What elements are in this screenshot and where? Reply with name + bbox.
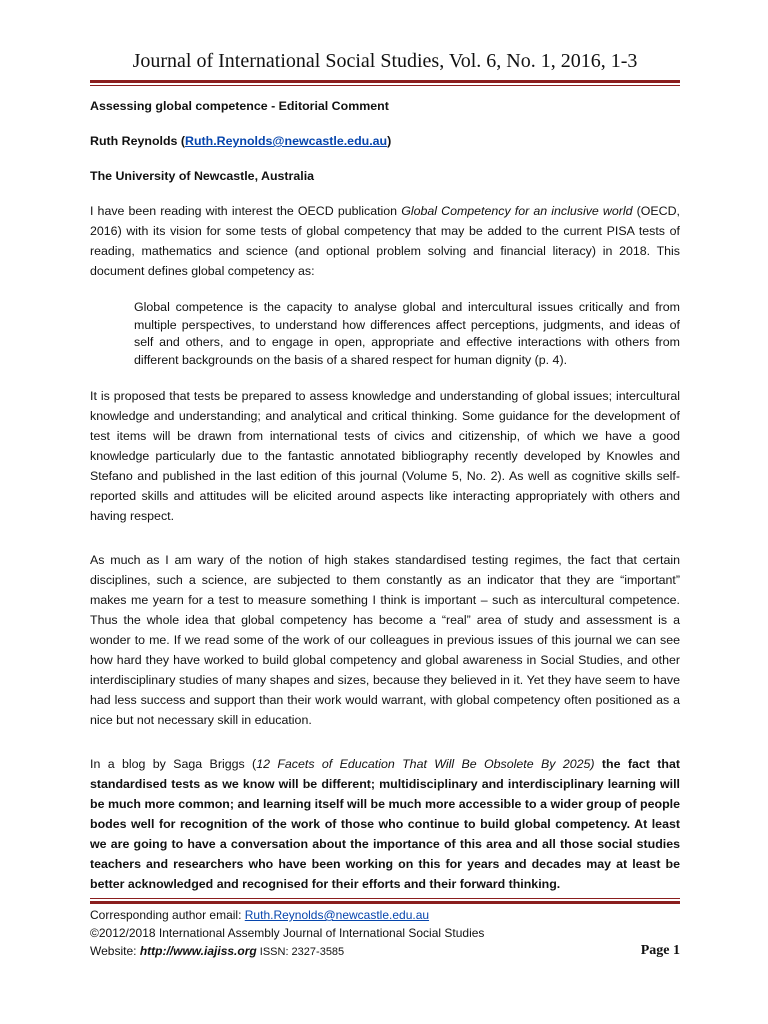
footer-website <box>90 942 680 961</box>
article-title: Assessing global competence - Editorial Comment <box>90 99 389 113</box>
footer-rule-thick <box>90 901 680 904</box>
publication-title: Global Competency for an inclusive world <box>401 204 633 218</box>
page-number: Page 1 <box>640 943 680 958</box>
author-close-paren: ) <box>387 134 392 148</box>
journal-header-title: Journal of International Social Studies, Vol. 6, No. 1, 2016, 1-3 <box>132 50 638 72</box>
author-name: Ruth Reynolds ( <box>90 134 185 148</box>
block-quote: Global competence is the capacity to analyse global and intercultural issues critically and from multiple perspectives, to understand how differences affect perceptions, judgments, and ideas of self and others, and to engage in open, appropriate and effective interactions with others from different backgrounds on the basis of a shared respect for human dignity (p. 4). <box>134 300 680 367</box>
website-label: Website: <box>90 944 140 958</box>
paragraph-1 <box>90 201 680 281</box>
page-footer <box>90 906 680 961</box>
footer-rule-thin <box>90 898 680 899</box>
footer-corresponding <box>90 906 680 924</box>
corresponding-label: Corresponding author email: <box>90 908 245 922</box>
paragraph-1-text-a: I have been reading with interest the OECD publication <box>90 204 402 218</box>
paragraph-4-text-a: In a blog by Saga Briggs ( <box>90 757 257 771</box>
header-rule-thin <box>90 85 680 86</box>
paragraph-4 <box>90 754 680 894</box>
article-body <box>90 96 680 894</box>
website-link[interactable]: http://www.iajiss.org <box>139 944 257 958</box>
paragraph-4-text-b: the fact that standardised tests as we know will be different; multidisciplinary and interdisciplinary learning will be much more common; and learning itself will be much more accessible to a wider group of people bodes well for recognition of the work of those who continue to build global competency. At least we are going to have a conversation about the importance of this area and all those social studies teachers and researchers who have been working on this for years and decades may at least be better acknowledged and recognised for their efforts and their forward thinking. <box>90 757 680 891</box>
author-email-link[interactable]: Ruth.Reynolds@newcastle.edu.au <box>185 134 388 148</box>
paragraph-1-text-b: (OECD, 2016) with its vision for some tests of global competency that may be added to the current PISA tests of reading, mathematics and science (and optional problem solving and financial literacy) in 2018. This document defines global competency as: <box>90 204 680 278</box>
author-line <box>90 131 680 151</box>
author-affiliation: The University of Newcastle, Australia <box>90 169 315 183</box>
footer-copyright: ©2012/2018 International Assembly Journal of International Social Studies <box>90 926 485 940</box>
footer-email-link[interactable]: Ruth.Reynolds@newcastle.edu.au <box>244 908 430 922</box>
issn: ISSN: 2327-3585 <box>256 946 345 958</box>
blog-title: 12 Facets of Education That Will Be Obsolete By 2025) <box>256 757 595 771</box>
paragraph-3: As much as I am wary of the notion of high stakes standardised testing regimes, the fact that certain disciplines, such a science, are subjected to them constantly as an indicator that they are “important” makes me yearn for a test to measure something I think is important – such as intercultural competence. Thus the whole idea that global competency has become a “real” area of study and assessment is a wonder to me. If we read some of the work of our colleagues in previous issues of this journal we can see how hard they have worked to build global competency and global awareness in Social Studies, and other interdisciplinary studies of many shapes and sizes, because they believed in it. Yet they have seem to have had less success and support than their work would warrant, with global competency often positioned as a nice but not necessary skill in education. <box>90 553 680 727</box>
header-rule-thick <box>90 80 680 83</box>
paragraph-2: It is proposed that tests be prepared to assess knowledge and understanding of global issues; intercultural knowledge and understanding; and analytical and critical thinking. Some guidance for the development of test items will be drawn from international tests of civics and citizenship, of which we have a good knowledge particularly due to the fantastic annotated bibliography recently developed by Knowles and Stefano and published in the last edition of this journal (Volume 5, No. 2). As well as cognitive skills self-reported skills and attitudes will be elicited around aspects like interacting appropriately with others and having respect. <box>90 389 680 523</box>
